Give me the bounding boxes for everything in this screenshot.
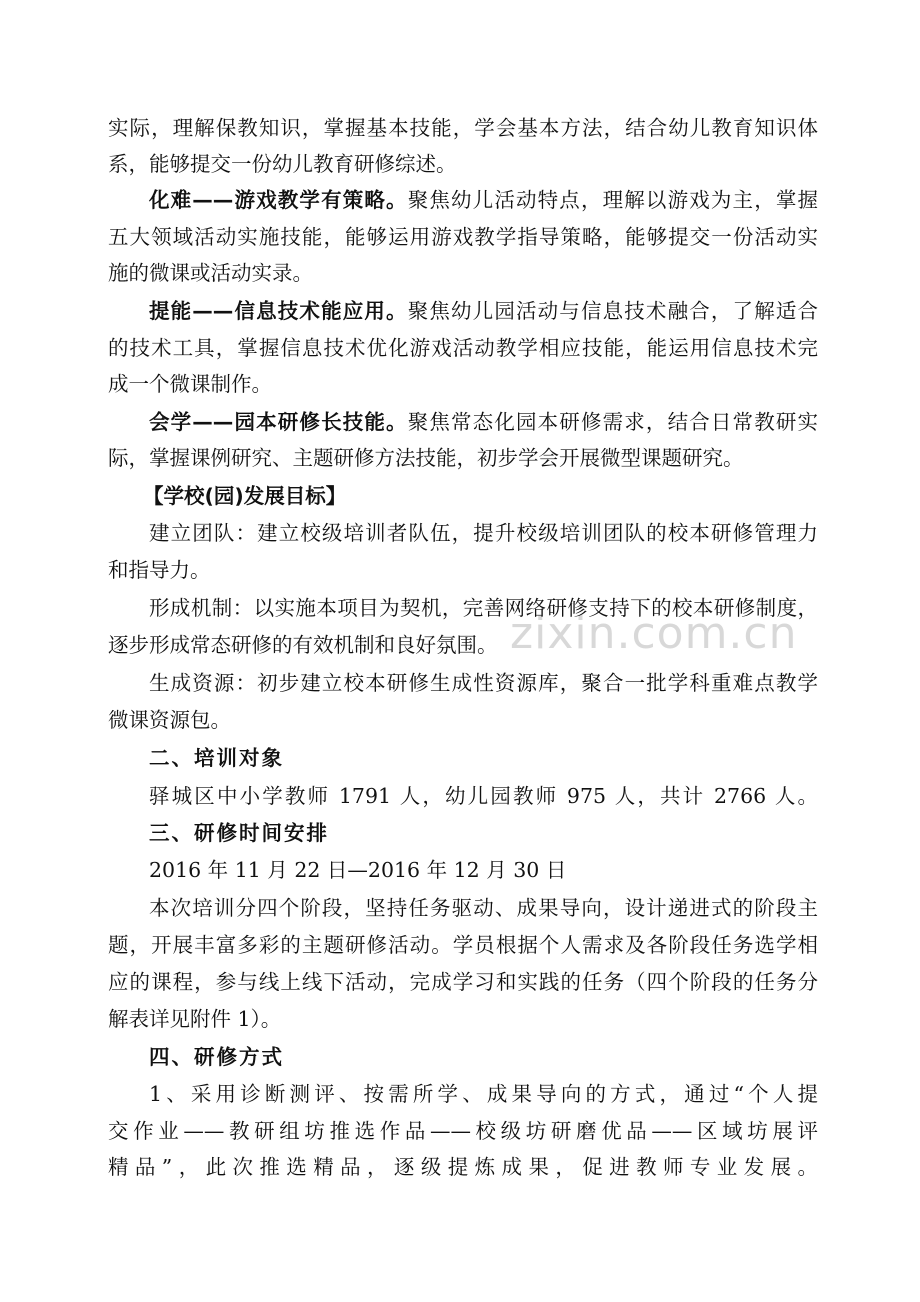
watermark: zixin.com.cn xyxy=(510,608,798,659)
paragraph-line: 微课资源包。 xyxy=(108,708,231,732)
paragraph-line: 成一个微课制作。 xyxy=(108,372,272,396)
paragraph-line: 逐步形成常态研修的有效机制和良好氛围。 xyxy=(108,633,498,657)
paragraph-line: 应的课程，参与线上线下活动，完成学习和实践的任务（四个阶段的任务分 xyxy=(108,970,818,994)
section-subheading: 【学校(园)发展目标】 xyxy=(143,484,347,508)
paragraph-line: 施的微课或活动实录。 xyxy=(108,261,313,285)
paragraph-line xyxy=(149,185,818,215)
paragraph-text: 聚焦幼儿园活动与信息技术融合，了解适合 xyxy=(407,299,819,323)
paragraph-line: 交作业——教研组坊推选作品——校级坊研磨优品——区域坊展评 xyxy=(108,1119,818,1143)
paragraph-line: 2016 年 11 月 22 日—2016 年 12 月 30 日 xyxy=(149,858,567,882)
paragraph-text: 聚焦幼儿活动特点，理解以游戏为主，掌握 xyxy=(407,188,819,212)
bold-heading: 化难——游戏教学有策略。 xyxy=(149,188,408,212)
paragraph-line xyxy=(149,296,818,326)
paragraph-line: 解表详见附件 1）。 xyxy=(108,1007,282,1031)
paragraph-line: 驿城区中小学教师 1791 人，幼儿园教师 975 人，共计 2766 人。 xyxy=(149,784,818,808)
paragraph-text: 聚焦常态化园本研修需求，结合日常教研实 xyxy=(407,410,819,434)
paragraph-line: 系，能够提交一份幼儿教育研修综述。 xyxy=(108,152,457,176)
section-heading: 三、研修时间安排 xyxy=(149,821,329,845)
paragraph-line: 和指导力。 xyxy=(108,558,211,582)
bold-heading: 会学——园本研修长技能。 xyxy=(149,410,408,434)
paragraph-line: 题，开展丰富多彩的主题研修活动。学员根据个人需求及各阶段任务选学相 xyxy=(108,933,818,957)
paragraph-line: 际，掌握课例研究、主题研修方法技能，初步学会开展微型课题研究。 xyxy=(108,446,744,470)
paragraph-line: 本次培训分四个阶段，坚持任务驱动、成果导向，设计递进式的阶段主 xyxy=(149,896,818,920)
paragraph-line: 五大领域活动实施技能，能够运用游戏教学指导策略，能够提交一份活动实 xyxy=(108,225,818,249)
paragraph-line: 实际，理解保教知识，掌握基本技能，学会基本方法，结合幼儿教育知识体 xyxy=(108,116,818,140)
paragraph-line: 形成机制：以实施本项目为契机，完善网络研修支持下的校本研修制度， xyxy=(149,596,818,620)
section-heading: 二、培训对象 xyxy=(149,746,284,770)
section-heading: 四、研修方式 xyxy=(149,1045,284,1069)
paragraph-line: 生成资源：初步建立校本研修生成性资源库，聚合一批学科重难点教学 xyxy=(149,671,818,695)
paragraph-line: 1、采用诊断测评、按需所学、成果导向的方式，通过“个人提 xyxy=(149,1082,818,1106)
paragraph-line: 建立团队：建立校级培训者队伍，提升校级培训团队的校本研修管理力 xyxy=(149,521,818,545)
paragraph-line: 精品”，此次推选精品，逐级提炼成果，促进教师专业发展。 xyxy=(108,1155,818,1179)
bold-heading: 提能——信息技术能应用。 xyxy=(149,299,408,323)
paragraph-line: 的技术工具，掌握信息技术优化游戏活动教学相应技能，能运用信息技术完 xyxy=(108,336,818,360)
paragraph-line xyxy=(149,407,818,437)
